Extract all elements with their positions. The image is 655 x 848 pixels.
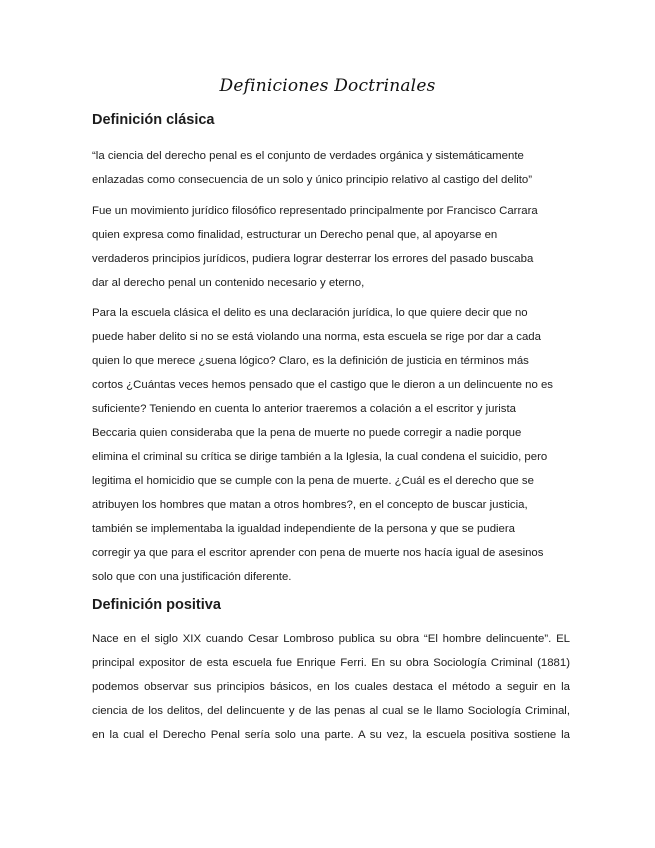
document-title: Definiciones Doctrinales [219, 76, 436, 96]
text-line: Para la escuela clásica el delito es una declaración jurídica, lo que quiere decir que no [92, 307, 528, 319]
text-line: corregir ya que para el escritor aprender con pena de muerte nos hacía igual de asesinos [92, 547, 544, 559]
text-line: principal expositor de esta escuela fue Enrique Ferri. En su obra Sociología Criminal (1881) [92, 657, 570, 669]
text-line: verdaderos principios jurídicos, pudiera lograr desterrar los errores del pasado buscaba [92, 253, 534, 265]
section-heading-positiva: Definición positiva [92, 597, 221, 613]
text-line: suficiente? Teniendo en cuenta lo anterior traeremos a colación a el escritor y jurista [92, 403, 517, 415]
text-line: quien lo que merece ¿suena lógico? Claro, es la definición de justicia en términos más [92, 355, 529, 367]
text-line: legitima el homicidio que se cumple con la pena de muerte. ¿Cuál es el derecho que se [92, 475, 534, 487]
text-line: Beccaria quien consideraba que la pena de muerte no puede corregir a nadie porque [92, 427, 522, 439]
text-line: podemos observar sus principios básicos, en los cuales destaca el método a seguir en la [92, 681, 570, 693]
text-line: Nace en el siglo XIX cuando Cesar Lombroso publica su obra “El hombre delincuente”. EL [92, 633, 570, 645]
paragraph-carrara [92, 199, 570, 295]
text-line: quien expresa como finalidad, estructurar un Derecho penal que, al apoyarse en [92, 229, 498, 241]
text-line: cortos ¿Cuántas veces hemos pensado que el castigo que le dieron a un delincuente no es [92, 379, 553, 391]
text-line: puede haber delito si no se está violando una norma, esta escuela se rige por dar a cada [92, 331, 541, 343]
paragraph-escuela-positiva [92, 627, 570, 747]
text-line: solo que con una justificación diferente. [92, 571, 292, 583]
text-line: en la cual el Derecho Penal sería solo una parte. A su vez, la escuela positiva sostiene la [92, 729, 570, 741]
text-line: “la ciencia del derecho penal es el conjunto de verdades orgánica y sistemáticamente [92, 150, 524, 162]
text-line: ciencia de los delitos, del delincuente y de las penas al cual se le llamo Sociología Criminal, [92, 705, 570, 717]
text-line: atribuyen los hombres que matan a otros hombres?, en el concepto de buscar justicia, [92, 499, 528, 511]
text-line: elimina el criminal su crítica se dirige también a la Iglesia, la cual condena el suicidio, pero [92, 451, 548, 463]
paragraph-escuela-clasica [92, 301, 570, 589]
text-line: Fue un movimiento jurídico filosófico representado principalmente por Francisco Carrara [92, 205, 538, 217]
text-line: enlazadas como consecuencia de un solo y único principio relativo al castigo del delito” [92, 174, 533, 186]
quote-paragraph [92, 144, 570, 192]
text-line: también se implementaba la igualdad independiente de la persona y que se pudiera [92, 523, 516, 535]
section-heading-clasica: Definición clásica [92, 112, 215, 128]
text-line: dar al derecho penal un contenido necesario y eterno, [92, 277, 365, 289]
